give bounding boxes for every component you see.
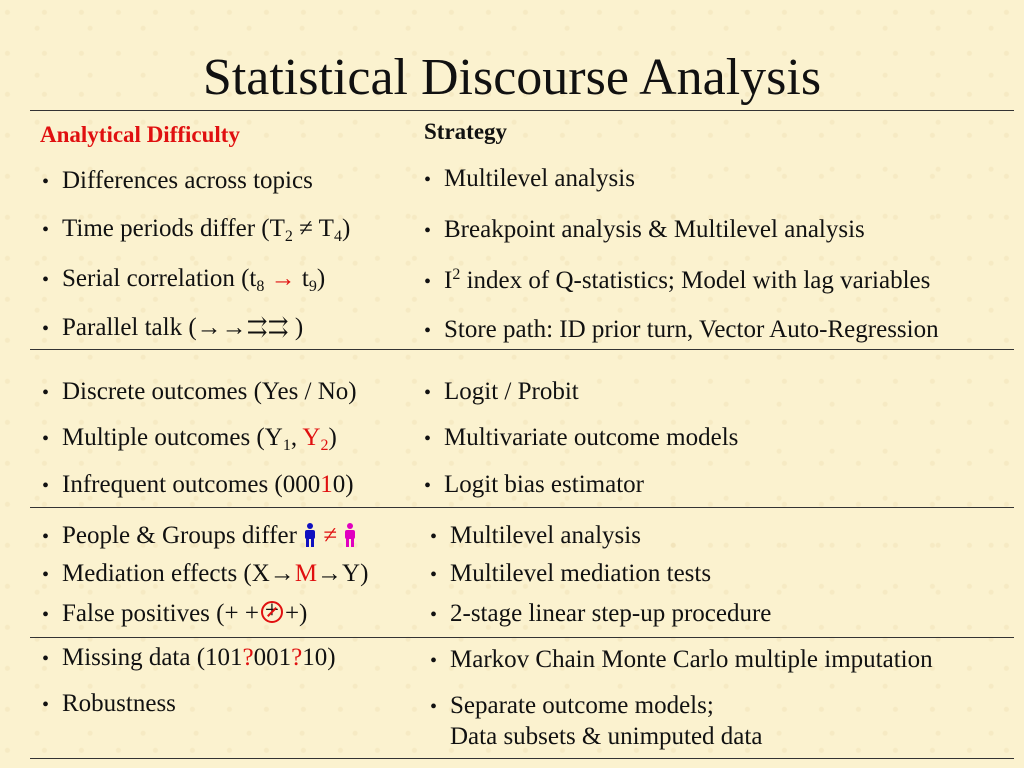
divider-section-3 — [30, 637, 1014, 638]
page-title: Statistical Discourse Analysis — [202, 49, 822, 106]
divider-section-2 — [30, 507, 1014, 508]
difficulty-missing-data: • Missing data (101?001?10) — [42, 643, 336, 674]
difficulty-multiple-outcomes: • Multiple outcomes ($Y_1$, $Y_2$) — [42, 423, 337, 454]
difficulty-people-groups: • People & Groups differ ≠ — [42, 521, 357, 552]
person-magenta-icon — [343, 523, 357, 547]
difficulty-differences-topics: • Differences across topics — [42, 166, 313, 197]
strategy-multivariate-models: • Multivariate outcome models — [424, 423, 738, 454]
header-analytical-difficulty: Analytical Difficulty — [40, 122, 240, 147]
strategy-q-statistics: • $I^2$ index of Q-statistics; Model with lag variables — [424, 266, 930, 297]
strategy-step-up-procedure: • 2-stage linear step-up procedure — [430, 599, 771, 630]
strategy-data-subsets: Data subsets & unimputed data — [450, 723, 763, 750]
strategy-multilevel-analysis-1: • Multilevel analysis — [424, 164, 635, 195]
difficulty-time-periods: • Time periods differ $(T_2 \ne T_4)$ — [42, 214, 350, 245]
strategy-multilevel-analysis-2: • Multilevel analysis — [430, 521, 641, 552]
difficulty-parallel-talk: • Parallel talk (→→⇉⇉ ) — [42, 313, 303, 344]
difficulty-mediation-effects: • Mediation effects (X→M→Y) — [42, 559, 368, 590]
header-strategy: Strategy — [424, 119, 508, 144]
crossed-plus-icon — [261, 601, 283, 623]
strategy-store-path: • Store path: ID prior turn, Vector Auto-Regression — [424, 315, 939, 346]
strategy-mediation-tests: • Multilevel mediation tests — [430, 559, 711, 590]
strategy-breakpoint-analysis: • Breakpoint analysis & Multilevel analysis — [424, 215, 865, 246]
divider-section-1 — [30, 349, 1014, 350]
difficulty-infrequent-outcomes: • Infrequent outcomes (00010) — [42, 470, 354, 501]
difficulty-discrete-outcomes: • Discrete outcomes (Yes / No) — [42, 377, 357, 408]
strategy-logit-bias: • Logit bias estimator — [424, 470, 644, 501]
difficulty-false-positives: • False positives (+ ++ +) — [42, 599, 307, 630]
divider-top — [30, 110, 1014, 111]
strategy-logit-probit: • Logit / Probit — [424, 377, 579, 408]
strategy-separate-models: • Separate outcome models; — [430, 691, 714, 722]
difficulty-robustness: • Robustness — [42, 689, 176, 720]
strategy-mcmc-imputation: • Markov Chain Monte Carlo multiple imputation — [430, 645, 933, 676]
divider-bottom — [30, 758, 1014, 759]
person-blue-icon — [303, 523, 317, 547]
difficulty-serial-correlation: • Serial correlation $(t_8 \to t_9)$ — [42, 264, 325, 295]
